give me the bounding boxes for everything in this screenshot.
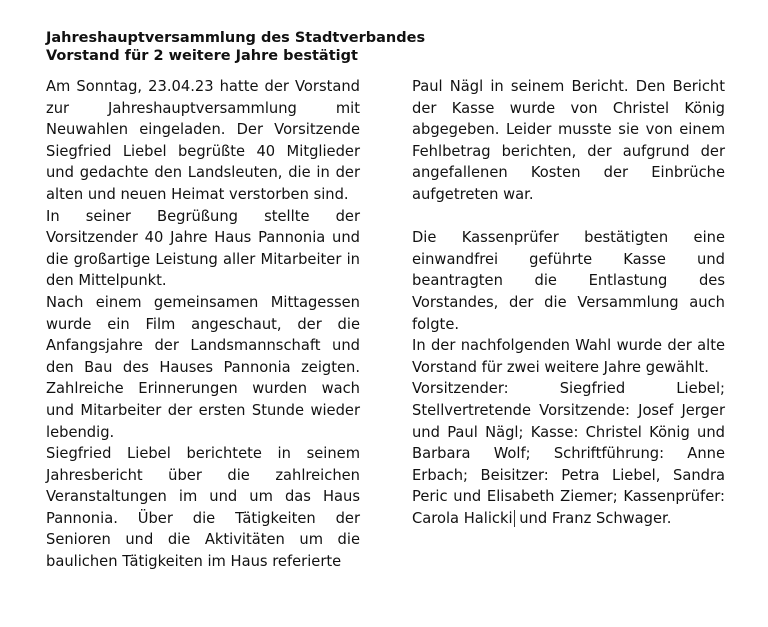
paragraph-auditors: Die Kassenprüfer bestätigten eine einwandfrei geführte Kasse und beantragten die Entlastung des Vorstandes, der die Versammlung auch folgte.: [412, 229, 725, 333]
paragraph-spacer: [412, 206, 725, 228]
paragraph-intro: Am Sonntag, 23.04.23 hatte der Vorstand zur Jahreshauptversammlung mit Neuwahlen eingeladen. Der Vorsitzende Siegfried Liebel begrüßte 40 Mitglieder und gedachte den Landsleuten, die in der alten und neuen Heimat verstorben sind.: [46, 78, 360, 203]
paragraph-annual-report: Siegfried Liebel berichtete in seinem Jahresbericht über die zahlreichen Veranstaltungen im und um das Haus Pannonia. Über die Tätigkeiten der Senioren und die Aktivitäten um die baulichen Tätigkeiten im Haus referierte: [46, 445, 360, 571]
paragraph-greeting: In seiner Begrüßung stellte der Vorsitzender 40 Jahre Haus Pannonia und die großartige Leistung aller Mitarbeiter in den Mittelpunkt.: [46, 207, 360, 290]
paragraph-election: In der nachfolgenden Wahl wurde der alte Vorstand für zwei weitere Jahre gewählt.: [412, 337, 725, 376]
headline-line-1: Jahreshauptversammlung des Stadtverbandes: [46, 30, 426, 46]
paragraph-film: Nach einem gemeinsamen Mittagessen wurde ein Film angeschaut, der die Anfangsjahre der Landsmannschaft und den Bau des Hauses Pannonia zeigten. Zahlreiche Erinnerungen wurden wach und Mitarbeiter der ersten Stunde wieder lebendig.: [46, 293, 360, 441]
right-column: [412, 76, 725, 529]
left-column: [46, 76, 360, 573]
board-members-text: Vorsitzender: Siegfried Liebel; Stellvertretende Vorsitzende: Josef Jerger und Paul Nägl; Kasse: Christel König und Barbara Wolf; Schriftführung: Anne Erbach; Beisitzer: Petra Liebel, Sandra Peric und Elisabeth Ziemer; Kassenprüfer: Carola Halicki: [412, 380, 725, 527]
headline-line-2: Vorstand für 2 weitere Jahre bestätigt: [46, 48, 358, 64]
paragraph-board-members[interactable]: [412, 378, 725, 529]
paragraph-treasury-report: Paul Nägl in seinem Bericht. Den Bericht der Kasse wurde von Christel König abgegeben. Leider musste sie von einem Fehlbetrag berichten, der aufgrund der angefallenen Kosten der Einbrüche aufgetreten war.: [412, 78, 725, 203]
article-headline: [46, 29, 426, 65]
board-members-tail: und Franz Schwager.: [514, 509, 672, 527]
